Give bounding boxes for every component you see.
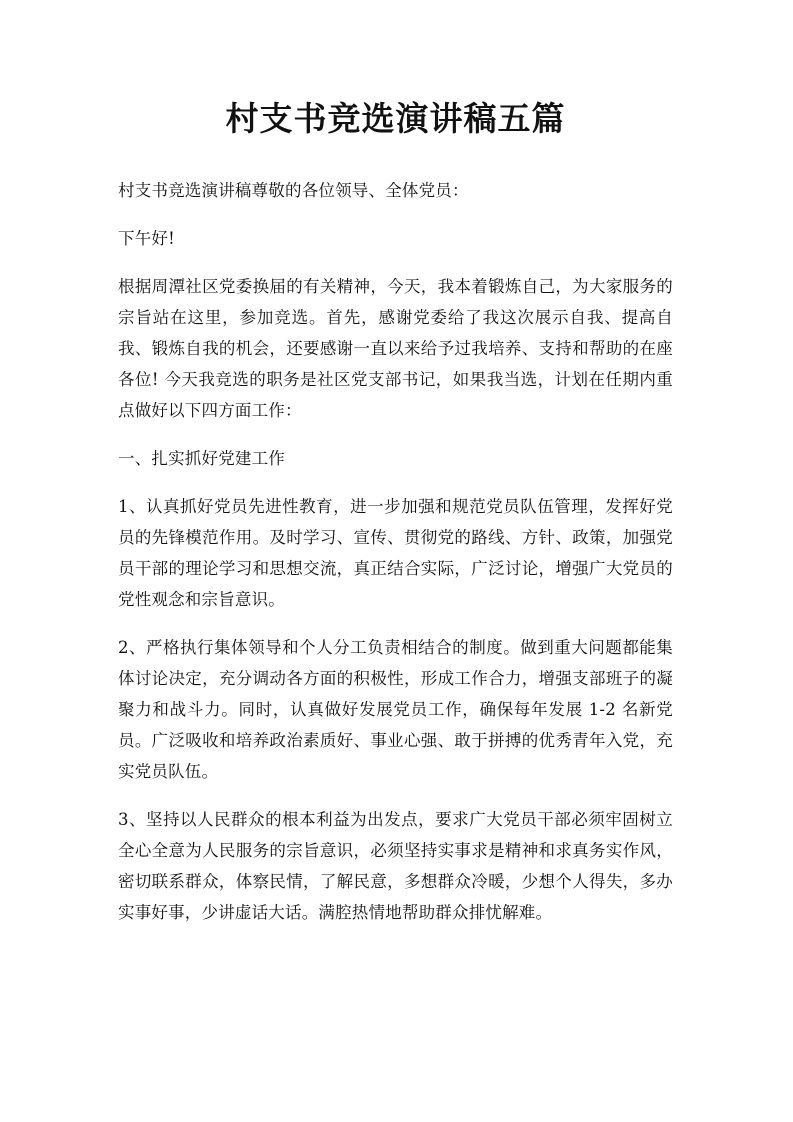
paragraph-intro: 根据周潭社区党委换届的有关精神，今天，我本着锻炼自己，为大家服务的宗旨站在这里，参加竞选。首先，感谢党委给了我这次展示自我、提高自我、锻炼自我的机会，还要感谢一直以来给予过我培养、支持和帮助的在座各位! 今天我竞选的职务是社区党支部书记，如果我当选，计划在任期内重点做好以下四方面工作： xyxy=(118,277,673,420)
paragraph-item-2: 2、严格执行集体领导和个人分工负责相结合的制度。做到重大问题都能集体讨论决定，充分调动各方面的积极性，形成工作合力，增强支部班子的凝聚力和战斗力。同时，认真做好发展党员工作，确保每年发展 1-2 名新党员。广泛吸收和培养政治素质好、事业心强、敢于拼搏的优秀青年入党，充实党员队伍。 xyxy=(118,638,673,781)
paragraph-item-1: 1、认真抓好党员先进性教育，进一步加强和规范党员队伍管理，发挥好党员的先锋模范作用。及时学习、宣传、贯彻党的路线、方针、政策，加强党员干部的理论学习和思想交流，真正结合实际，广泛讨论，增强广大党员的党性观念和宗旨意识。 xyxy=(118,497,673,609)
document-title: 村支书竞选演讲稿五篇 xyxy=(225,99,566,138)
document-body xyxy=(118,175,673,928)
paragraph-salutation: 村支书竞选演讲稿尊敬的各位领导、全体党员： xyxy=(118,181,469,200)
section-heading-party-building: 一、扎实抓好党建工作 xyxy=(118,449,285,468)
paragraph-greeting: 下午好! xyxy=(118,229,175,248)
paragraph-item-3: 3、坚持以人民群众的根本利益为出发点，要求广大党员干部必须牢固树立全心全意为人民服务的宗旨意识，必须坚持实事求是精神和求真务实作风，密切联系群众，体察民情，了解民意，多想群众冷暖，少想个人得失，多办实事好事，少讲虚话大话。满腔热情地帮助群众排忧解难。 xyxy=(118,810,673,922)
